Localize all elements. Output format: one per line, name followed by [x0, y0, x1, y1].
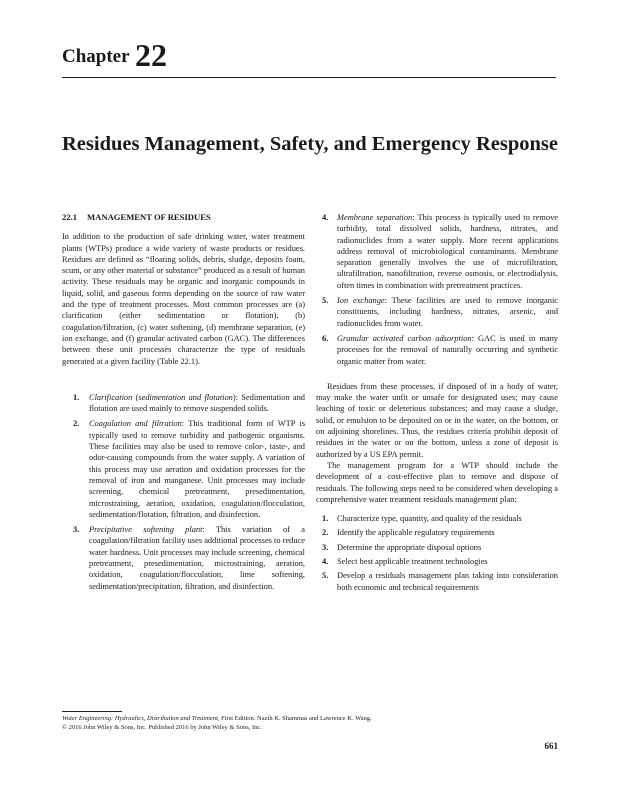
intro-paragraph: In addition to the production of safe drinking water, water treatment plants (WTPs) produce a wide variety of waste products or residues. Residues are defined as “floating solids, debris, sludge, deposits foam, scum, or any other material or substance” produced as a result of human activity. These residuals may be organic and inorganic compounds in liquid, solid, and gaseous forms depending on the source of raw water and the type of treatment processes. Most common processes are (a) clarification (either sedimentation or flotation), (b) coagulation/filtration, (c) water softening, (d) membrane separation, (e) ion exchange, and (f) granular activated carbon (GAC). The differences between these unit processes characterize the type of residuals generated at a given facility (Table 22.1).	[62, 232, 305, 366]
list-item: 5. Ion exchange: These facilities are used to remove inorganic constituents, including hardness, nitrates, arsenic, and radionuclides from water.	[322, 296, 558, 328]
list-text: This variation of a coagulation/filtration facility uses additional processes to reduce water hardness. Unit processes may include screening, chemical pretreatment, presedimentation, microstraining, aeration, oxidation, coagulation/flocculation, lime softening, sedimentation/precipitation, filtration, and disinfection.	[89, 525, 305, 591]
step-item	[316, 527, 558, 538]
section-title: MANAGEMENT OF RESIDUES	[87, 212, 211, 222]
list-number: 6.	[322, 333, 329, 343]
chapter-label: Chapter	[62, 46, 130, 67]
step-text: Develop a residuals management plan taking into consideration both economic and technical requirements	[337, 571, 558, 592]
steps-list	[316, 513, 558, 593]
list-number: 3.	[73, 525, 80, 535]
section-heading	[62, 212, 305, 223]
footnote-rule	[62, 711, 122, 712]
list-text: Sedimentation and flotation are used mainly to remove suspended solids.	[89, 392, 305, 414]
list-number: 5.	[322, 296, 329, 306]
list-item: 3. Precipitative softening plant: This variation of a coagulation/filtration facility uses additional processes to reduce water hardness. Unit processes may include screening, chemical pretreatment, presedimentation, microstraining, aeration, oxidation, coagulation/flocculation, lime softening, sedimentation/precipitation, filtration, and disinfection.	[73, 525, 305, 591]
step-number: 2.	[322, 528, 329, 538]
list-item: 6. Granular activated carbon adsorption: GAC is used in many processes for the removal of naturally occurring and synthetic organic matter from water.	[322, 333, 558, 366]
list-term: Granular activated carbon adsorption	[337, 333, 472, 343]
step-text: Characterize type, quantity, and quality of the residuals	[337, 514, 522, 524]
list-text: These facilities are used to remove inorganic constituents, including hardness, nitrates, arsenic, and radionuclides from water.	[337, 296, 558, 328]
right-column	[316, 212, 558, 596]
list-item: 4. Membrane separation: This process is typically used to remove turbidity, total dissolved solids, hardness, nitrates, and radionuclides from a water supply. More recent applications address removal of microbiological contaminants. Membrane separation generally involves the use of microfiltration, ultrafiltration, nanofiltration, reverse osmosis, or electrodialysis, often times in combination with pretreatment practices.	[322, 213, 558, 290]
program-paragraph: The management program for a WTP should include the development of a cost-effective plan to remove and dispose of residuals. The following steps need to be considered when developing a comprehensive water treatment residuals management plan:	[316, 460, 558, 504]
page-number: 661	[544, 741, 558, 751]
book-title: Water Engineering: Hydraulics, Distribution and Treatment	[62, 715, 218, 722]
step-number: 1.	[322, 514, 329, 524]
step-number: 5.	[322, 571, 329, 581]
list-text: GAC is used in many processes for the removal of naturally occurring and synthetic organic matter from water.	[337, 333, 558, 366]
list-term: Ion exchange	[337, 296, 385, 306]
chapter-heading	[62, 38, 558, 76]
section-number: 22.1	[62, 212, 78, 222]
list-term: Membrane separation	[337, 213, 413, 222]
step-item	[316, 513, 558, 524]
copyright-line: © 2016 John Wiley & Sons, Inc. Published 2016 by John Wiley & Sons, Inc.	[62, 724, 262, 731]
chapter-rule	[62, 77, 556, 78]
list-term: Coagulation and filtration	[89, 419, 182, 429]
list-number: 2.	[73, 419, 80, 429]
edition-authors: , First Edition. Nazih K. Shammas and Lawrence K. Wang.	[217, 715, 372, 722]
list-term-paren: sedimentation and flotation	[138, 392, 233, 402]
step-number: 3.	[322, 542, 329, 552]
step-item	[316, 542, 558, 553]
process-list-continued	[316, 212, 558, 367]
chapter-number: 22	[135, 37, 167, 73]
list-number: 1.	[73, 392, 80, 402]
step-item	[316, 570, 558, 593]
list-term: Precipitative softening plant	[89, 525, 203, 535]
step-text: Identify the applicable regulatory requirements	[337, 528, 495, 538]
list-item: 2. Coagulation and filtration: This traditional form of WTP is typically used to remove turbidity and pathogenic organisms. These facilities may also be used to remove color-, taste-, and odor-causing compounds from the water supply. A variation of this process may use aeration and oxidation processes for the removal of iron and manganese. Unit processes may include screening, chemical pretreatment, presedimentation, microstraining, aeration, oxidation, coagulation/flocculation, sedimentation/flotation, filtration, and disinfection.	[73, 419, 305, 519]
residues-paragraph: Residues from these processes, if disposed of in a body of water, may make the water unfit or unsafe for designated uses; may cause leaching of toxic or deleterious substances; and may cause a sludge, solid, or emulsion to be deposited on or in the water, on the bottom, or on adjoining shorelines. Thus, the residues criteria prohibit deposit of residues in the water or on the bottom, unless a zone of deposit is authorized by a US EPA permit.	[316, 381, 558, 459]
footnote	[62, 714, 558, 732]
left-column	[62, 212, 305, 596]
step-text: Select best applicable treatment technologies	[337, 557, 488, 567]
step-item	[316, 556, 558, 567]
list-text: This process is typically used to remove turbidity, total dissolved solids, hardness, nitrates, and radionuclides from a water supply. More recent applications address removal of microbiological contaminants. Membrane separation generally involves the use of microfiltration, ultrafiltration, nanofiltration, reverse osmosis, or electrodialysis, often times in combination with pretreatment practices.	[337, 213, 558, 290]
process-list	[62, 392, 305, 592]
list-number: 4.	[322, 213, 329, 222]
list-text: This traditional form of WTP is typically used to remove turbidity and pathogenic organisms. These facilities may also be used to remove color-, taste-, and odor-causing compounds from the water supply. A variation of this process may use aeration and oxidation processes for the removal of iron and manganese. Unit processes may include screening, chemical pretreatment, presedimentation, microstraining, aeration, oxidation, coagulation/flocculation, sedimentation/flotation, filtration, and disinfection.	[89, 419, 305, 519]
step-text: Determine the appropriate disposal options	[337, 542, 482, 552]
chapter-title: Residues Management, Safety, and Emergency Response	[62, 133, 558, 155]
list-term: Clarification	[89, 392, 133, 402]
list-item: 1. Clarification (sedimentation and flotation): Sedimentation and flotation are used mainly to remove suspended solids.	[73, 392, 305, 414]
step-number: 4.	[322, 557, 329, 567]
